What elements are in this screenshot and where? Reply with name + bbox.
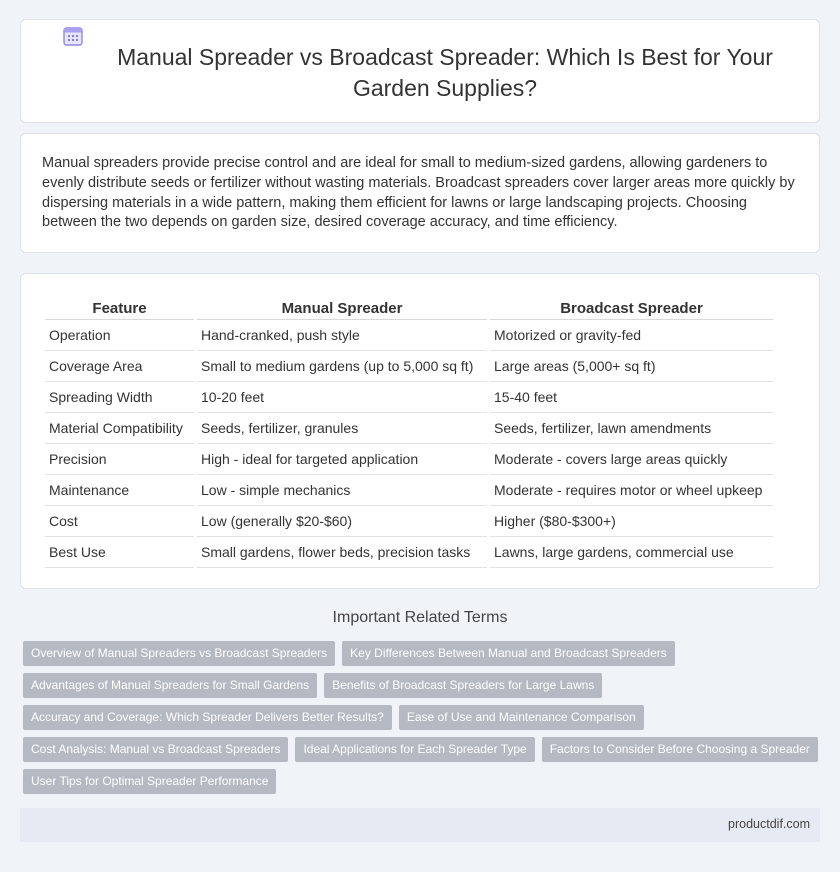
related-term-link[interactable]: Benefits of Broadcast Spreaders for Large Lawns [324,673,602,698]
comparison-card [20,273,820,589]
header-broadcast-spreader: Broadcast Spreader [490,295,773,320]
table-row [45,475,773,506]
broadcast-cell: Moderate - requires motor or wheel upkeep [490,475,773,506]
manual-cell: Hand-cranked, push style [197,320,487,351]
manual-cell: Low (generally $20-$60) [197,506,487,537]
table-row [45,506,773,537]
intro-card [20,133,820,253]
table-row [45,444,773,475]
footer [20,808,820,842]
feature-cell: Cost [45,506,194,537]
related-term-link[interactable]: User Tips for Optimal Spreader Performance [23,769,276,794]
tag-row [23,737,823,762]
feature-cell: Coverage Area [45,351,194,382]
table-row [45,320,773,351]
footer-site-name: productdif.com [728,817,810,831]
table-row [45,537,773,568]
manual-cell: 10-20 feet [197,382,487,413]
tag-row [23,673,823,698]
related-terms-heading: Important Related Terms [332,609,508,626]
feature-cell: Material Compatibility [45,413,194,444]
broadcast-cell: Seeds, fertilizer, lawn amendments [490,413,773,444]
feature-cell: Best Use [45,537,194,568]
manual-cell: Small to medium gardens (up to 5,000 sq ft) [197,351,487,382]
broadcast-cell: Higher ($80-$300+) [490,506,773,537]
broadcast-cell: Lawns, large gardens, commercial use [490,537,773,568]
table-header-row [45,295,773,320]
related-term-link[interactable]: Ideal Applications for Each Spreader Type [295,737,534,762]
tag-row [23,705,823,730]
related-term-link[interactable]: Ease of Use and Maintenance Comparison [399,705,644,730]
related-term-link[interactable]: Factors to Consider Before Choosing a Spreader [542,737,818,762]
page-title: Manual Spreader vs Broadcast Spreader: Which Is Best for Your Garden Supplies? [117,44,773,101]
comparison-table [42,295,776,568]
related-term-link[interactable]: Key Differences Between Manual and Broadcast Spreaders [342,641,675,666]
related-term-link[interactable]: Advantages of Manual Spreaders for Small Gardens [23,673,317,698]
feature-cell: Operation [45,320,194,351]
broadcast-cell: 15-40 feet [490,382,773,413]
broadcast-cell: Moderate - covers large areas quickly [490,444,773,475]
intro-paragraph: Manual spreaders provide precise control and are ideal for small to medium-sized gardens, allowing gardeners to evenly distribute seeds or fertilizer without wasting materials. Broadcast spreaders cover larger areas more quickly by dispersing materials in a wide pattern, making them efficient for lawns or large landscaping projects. Choosing between the two depends on garden size, desired coverage accuracy, and time efficiency. [42,155,795,231]
header-feature: Feature [45,295,194,320]
table-row [45,413,773,444]
title-card [20,19,820,123]
related-terms-list [23,641,823,801]
manual-cell: Low - simple mechanics [197,475,487,506]
broadcast-cell: Large areas (5,000+ sq ft) [490,351,773,382]
related-term-link[interactable]: Cost Analysis: Manual vs Broadcast Spreaders [23,737,288,762]
table-row [45,351,773,382]
tag-row [23,641,823,666]
related-term-link[interactable]: Accuracy and Coverage: Which Spreader Delivers Better Results? [23,705,392,730]
tag-row [23,769,823,794]
broadcast-cell: Motorized or gravity-fed [490,320,773,351]
table-row [45,382,773,413]
feature-cell: Spreading Width [45,382,194,413]
related-term-link[interactable]: Overview of Manual Spreaders vs Broadcast Spreaders [23,641,335,666]
header-manual-spreader: Manual Spreader [197,295,487,320]
manual-cell: Small gardens, flower beds, precision tasks [197,537,487,568]
feature-cell: Maintenance [45,475,194,506]
feature-cell: Precision [45,444,194,475]
manual-cell: Seeds, fertilizer, granules [197,413,487,444]
manual-cell: High - ideal for targeted application [197,444,487,475]
